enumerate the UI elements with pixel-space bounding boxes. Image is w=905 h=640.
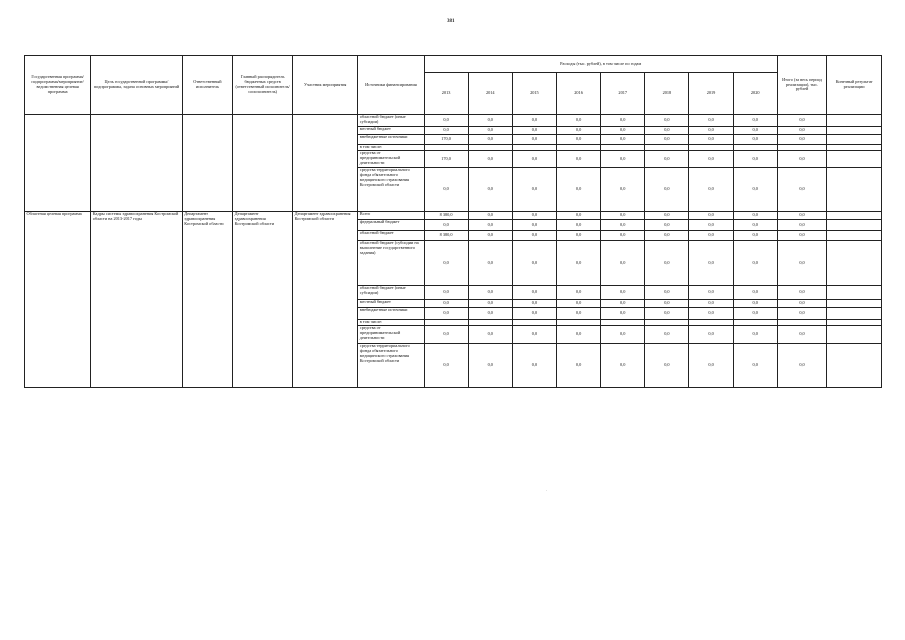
cell-year-value: 0,0 bbox=[689, 308, 733, 320]
year-header: 2017 bbox=[601, 73, 645, 115]
year-header: 2020 bbox=[733, 73, 777, 115]
cell-year-value: 0,0 bbox=[645, 286, 689, 300]
cell-year-value: 0,0 bbox=[468, 300, 512, 308]
cell-total: 0,0 bbox=[777, 326, 826, 344]
cell-year-value: 0,0 bbox=[424, 344, 468, 388]
cell-year-value: 0,0 bbox=[468, 220, 512, 231]
cell-year-value: 0,0 bbox=[512, 344, 556, 388]
cell-program-empty bbox=[25, 115, 91, 212]
year-header: 2015 bbox=[512, 73, 556, 115]
cell-year-value: 0,0 bbox=[556, 326, 600, 344]
cell-year-value: 0,0 bbox=[424, 115, 468, 127]
cell-year-value: 0,0 bbox=[689, 220, 733, 231]
cell-year-value: 0,0 bbox=[645, 344, 689, 388]
cell-source: областной бюджет bbox=[358, 231, 424, 241]
cell-source: средства территориального фонда обязательного медицинского страхования Костромской области bbox=[358, 344, 424, 388]
cell-total: 0,0 bbox=[777, 300, 826, 308]
cell-result bbox=[827, 300, 882, 308]
cell-year-value: 0,0 bbox=[468, 344, 512, 388]
cell-year-value: 0,0 bbox=[733, 286, 777, 300]
cell-total: 0,0 bbox=[777, 286, 826, 300]
cell-year-value: 0,0 bbox=[733, 135, 777, 145]
cell-year-value: 0,0 bbox=[468, 127, 512, 135]
cell-program: Областная целевая программа bbox=[25, 212, 91, 388]
cell-year-value: 0,0 bbox=[512, 308, 556, 320]
cell-year-value: 0,0 bbox=[733, 115, 777, 127]
cell-year-value: 0,0 bbox=[733, 220, 777, 231]
cell-result bbox=[827, 241, 882, 286]
cell-year-value: 0,0 bbox=[689, 286, 733, 300]
cell-source: средства от предпринимательской деятельности bbox=[358, 151, 424, 168]
cell-total: 0,0 bbox=[777, 115, 826, 127]
cell-year-value: 0,0 bbox=[424, 127, 468, 135]
cell-year-value: 0,0 bbox=[601, 241, 645, 286]
cell-source: местный бюджет bbox=[358, 127, 424, 135]
cell-source: областной бюджет (иные субсидии) bbox=[358, 115, 424, 127]
cell-year-value: 0,0 bbox=[424, 241, 468, 286]
year-header: 2019 bbox=[689, 73, 733, 115]
cell-participant-empty bbox=[293, 115, 358, 212]
cell-year-value: 0,0 bbox=[512, 286, 556, 300]
expenses-table bbox=[24, 55, 882, 388]
cell-year-value: 0,0 bbox=[601, 151, 645, 168]
cell-year-value: 0,0 bbox=[556, 231, 600, 241]
cell-year-value: 0,0 bbox=[556, 220, 600, 231]
cell-total: 0,0 bbox=[777, 151, 826, 168]
cell-year-value: 170,0 bbox=[424, 135, 468, 145]
cell-year-value: 0,0 bbox=[733, 151, 777, 168]
cell-year-value: 0,0 bbox=[689, 231, 733, 241]
cell-year-value: 8 380,0 bbox=[424, 212, 468, 220]
table-row bbox=[25, 115, 882, 127]
cell-result bbox=[827, 286, 882, 300]
cell-year-value: 0,0 bbox=[556, 135, 600, 145]
cell-year-value: 0,0 bbox=[512, 300, 556, 308]
cell-source: в том числе: bbox=[358, 320, 424, 326]
cell-result bbox=[827, 308, 882, 320]
cell-year-value: 0,0 bbox=[733, 308, 777, 320]
cell-year-value: 0,0 bbox=[645, 231, 689, 241]
cell-year-value: 0,0 bbox=[733, 168, 777, 212]
table-row bbox=[25, 212, 882, 220]
cell-result bbox=[827, 220, 882, 231]
cell-year-value: 0,0 bbox=[512, 220, 556, 231]
cell-total: 0,0 bbox=[777, 231, 826, 241]
cell-year-value: 0,0 bbox=[689, 151, 733, 168]
cell-source: внебюджетные источники bbox=[358, 308, 424, 320]
cell-year-value: 8 380,0 bbox=[424, 231, 468, 241]
cell-year-value: 0,0 bbox=[512, 115, 556, 127]
cell-year-value: 0,0 bbox=[645, 308, 689, 320]
cell-result bbox=[827, 115, 882, 127]
cell-year-value: 0,0 bbox=[468, 308, 512, 320]
cell-total: 0,0 bbox=[777, 127, 826, 135]
cell-source: средства территориального фонда обязательного медицинского страхования Костромской области bbox=[358, 168, 424, 212]
cell-year-value: 0,0 bbox=[645, 127, 689, 135]
cell-result bbox=[827, 212, 882, 220]
cell-year-value: 0,0 bbox=[645, 151, 689, 168]
cell-source: средства от предпринимательской деятельности bbox=[358, 326, 424, 344]
cell-year-value: 0,0 bbox=[556, 300, 600, 308]
cell-total: 0,0 bbox=[777, 168, 826, 212]
cell-year-value: 0,0 bbox=[601, 220, 645, 231]
cell-year-value: 170,0 bbox=[424, 151, 468, 168]
cell-year-value: 0,0 bbox=[689, 241, 733, 286]
cell-year-value: 0,0 bbox=[733, 326, 777, 344]
cell-year-value: 0,0 bbox=[468, 241, 512, 286]
year-header: 2018 bbox=[645, 73, 689, 115]
cell-year-value: 0,0 bbox=[512, 168, 556, 212]
cell-year-value: 0,0 bbox=[601, 127, 645, 135]
cell-year-value: 0,0 bbox=[468, 115, 512, 127]
cell-year-value: 0,0 bbox=[733, 231, 777, 241]
cell-responsible-empty bbox=[182, 115, 232, 212]
col-program-header: Государственная программа/подпрограмма/мероприятие/ведомственная целевая программа bbox=[25, 56, 91, 115]
cell-source: местный бюджет bbox=[358, 300, 424, 308]
cell-source: в том числе: bbox=[358, 145, 424, 151]
cell-source: Всего bbox=[358, 212, 424, 220]
cell-total: 0,0 bbox=[777, 241, 826, 286]
cell-result bbox=[827, 127, 882, 135]
cell-year-value: 0,0 bbox=[556, 168, 600, 212]
cell-year-value: 0,0 bbox=[601, 300, 645, 308]
cell-year-value: 0,0 bbox=[689, 212, 733, 220]
cell-participant: Департамент здравоохранения Костромской области bbox=[293, 212, 358, 388]
cell-year-value: 0,0 bbox=[689, 168, 733, 212]
cell-year-value: 0,0 bbox=[689, 344, 733, 388]
cell-responsible: Департамент здравоохранения Костромской области bbox=[182, 212, 232, 388]
col-total-header: Итого (за весь период реализации), тыс. рублей bbox=[777, 56, 826, 115]
cell-year-value: 0,0 bbox=[556, 344, 600, 388]
cell-year-value: 0,0 bbox=[556, 308, 600, 320]
cell-year-value: 0,0 bbox=[689, 300, 733, 308]
cell-result bbox=[827, 326, 882, 344]
cell-result bbox=[827, 151, 882, 168]
cell-year-value: 0,0 bbox=[512, 127, 556, 135]
cell-year-value: 0,0 bbox=[424, 220, 468, 231]
cell-year-value: 0,0 bbox=[601, 115, 645, 127]
cell-goal-empty bbox=[91, 115, 182, 212]
cell-year-value: 0,0 bbox=[733, 212, 777, 220]
cell-year-value: 0,0 bbox=[645, 135, 689, 145]
year-header: 2014 bbox=[468, 73, 512, 115]
cell-year-value: 0,0 bbox=[424, 326, 468, 344]
cell-year-value: 0,0 bbox=[601, 212, 645, 220]
cell-year-value: 0,0 bbox=[512, 326, 556, 344]
cell-year-value: 0,0 bbox=[601, 326, 645, 344]
cell-source: федеральный бюджет bbox=[358, 220, 424, 231]
cell-year-value: 0,0 bbox=[468, 231, 512, 241]
page-number: 381 bbox=[447, 19, 455, 24]
cell-year-value: 0,0 bbox=[645, 241, 689, 286]
cell-year-value: 0,0 bbox=[512, 231, 556, 241]
cell-year-value: 0,0 bbox=[601, 344, 645, 388]
cell-year-value: 0,0 bbox=[689, 115, 733, 127]
cell-year-value: 0,0 bbox=[468, 326, 512, 344]
cell-year-value: 0,0 bbox=[645, 220, 689, 231]
col-goal-header: Цель государственной программы/подпрограммы, задача основных мероприятий bbox=[91, 56, 182, 115]
cell-year-value: 0,0 bbox=[601, 135, 645, 145]
cell-year-value: 0,0 bbox=[468, 286, 512, 300]
cell-result bbox=[827, 231, 882, 241]
col-result-header: Конечный результат реализации bbox=[827, 56, 882, 115]
cell-year-value: 0,0 bbox=[645, 326, 689, 344]
col-expenses-header: Расходы (тыс. рублей), в том числе по годам bbox=[424, 56, 777, 73]
cell-budget-manager-empty bbox=[233, 115, 293, 212]
cell-year-value: 0,0 bbox=[468, 168, 512, 212]
cell-year-value: 0,0 bbox=[645, 115, 689, 127]
cell-source: областной бюджет (иные субсидии) bbox=[358, 286, 424, 300]
cell-year-value: 0,0 bbox=[556, 127, 600, 135]
cell-year-value: 0,0 bbox=[645, 300, 689, 308]
cell-year-value: 0,0 bbox=[601, 286, 645, 300]
cell-total: 0,0 bbox=[777, 344, 826, 388]
cell-year-value: 0,0 bbox=[689, 135, 733, 145]
cell-source: внебюджетные источники bbox=[358, 135, 424, 145]
cell-year-value: 0,0 bbox=[468, 135, 512, 145]
cell-total: 0,0 bbox=[777, 308, 826, 320]
cell-year-value: 0,0 bbox=[689, 326, 733, 344]
cell-total: 0,0 bbox=[777, 135, 826, 145]
cell-year-value: 0,0 bbox=[556, 115, 600, 127]
cell-result bbox=[827, 168, 882, 212]
cell-total: 0,0 bbox=[777, 220, 826, 231]
cell-year-value: 0,0 bbox=[468, 151, 512, 168]
cell-result bbox=[827, 344, 882, 388]
cell-goal: Кадры системы здравоохранения Костромской области на 2013-2017 годы bbox=[91, 212, 182, 388]
cell-budget-manager: Департамент здравоохранения Костромской области bbox=[233, 212, 293, 388]
cell-year-value: 0,0 bbox=[468, 212, 512, 220]
cell-year-value: 0,0 bbox=[645, 168, 689, 212]
cell-year-value: 0,0 bbox=[556, 241, 600, 286]
cell-year-value: 0,0 bbox=[601, 231, 645, 241]
cell-year-value: 0,0 bbox=[733, 127, 777, 135]
cell-year-value: 0,0 bbox=[601, 308, 645, 320]
cell-year-value: 0,0 bbox=[424, 308, 468, 320]
scan-dot: · bbox=[546, 488, 548, 493]
cell-year-value: 0,0 bbox=[733, 300, 777, 308]
cell-year-value: 0,0 bbox=[512, 212, 556, 220]
col-participant-header: Участник мероприятия bbox=[293, 56, 358, 115]
col-budget-manager-header: Главный распорядитель бюджетных средств (ответственный исполнитель/соисполнитель) bbox=[233, 56, 293, 115]
cell-year-value: 0,0 bbox=[733, 344, 777, 388]
year-header: 2016 bbox=[556, 73, 600, 115]
cell-year-value: 0,0 bbox=[733, 241, 777, 286]
col-sources-header: Источники финансирования bbox=[358, 56, 424, 115]
cell-total: 0,0 bbox=[777, 212, 826, 220]
cell-year-value: 0,0 bbox=[424, 168, 468, 212]
cell-year-value: 0,0 bbox=[512, 151, 556, 168]
cell-year-value: 0,0 bbox=[689, 127, 733, 135]
cell-year-value: 0,0 bbox=[556, 286, 600, 300]
cell-year-value: 0,0 bbox=[512, 241, 556, 286]
cell-year-value: 0,0 bbox=[556, 151, 600, 168]
year-header: 2013 bbox=[424, 73, 468, 115]
cell-source: областной бюджет (субсидии на выполнение государственного задания) bbox=[358, 241, 424, 286]
col-responsible-header: Ответственный исполнитель bbox=[182, 56, 232, 115]
cell-year-value: 0,0 bbox=[601, 168, 645, 212]
cell-year-value: 0,0 bbox=[512, 135, 556, 145]
cell-result bbox=[827, 135, 882, 145]
cell-year-value: 0,0 bbox=[645, 212, 689, 220]
cell-year-value: 0,0 bbox=[424, 286, 468, 300]
cell-year-value: 0,0 bbox=[424, 300, 468, 308]
cell-year-value: 0,0 bbox=[556, 212, 600, 220]
